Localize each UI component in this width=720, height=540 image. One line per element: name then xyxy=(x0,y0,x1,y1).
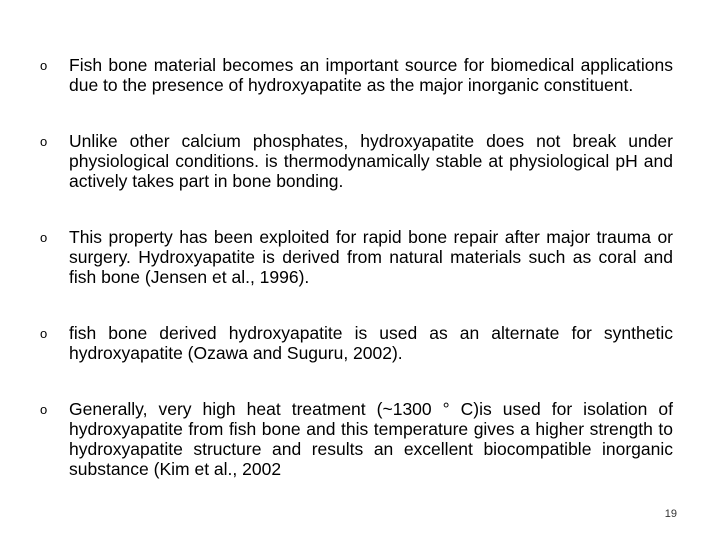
bullet-list xyxy=(40,55,673,479)
bullet-marker-icon: o xyxy=(40,326,48,341)
bullet-text: Unlike other calcium phosphates, hydroxyapatite does not break under physiological conditions. is thermodynamically stable at physiological pH and actively takes part in bone bonding. xyxy=(69,131,673,191)
bullet-marker-icon: o xyxy=(40,58,48,73)
bullet-marker-icon: o xyxy=(40,402,48,417)
bullet-text: Generally, very high heat treatment (~1300 ° C)is used for isolation of hydroxyapatite from fish bone and this temperature gives a higher strength to hydroxyapatite structure and results an excellent biocompatible inorganic substance (Kim et al., 2002 xyxy=(69,399,673,479)
bullet-item xyxy=(40,399,673,479)
bullet-text: Fish bone material becomes an important source for biomedical applications due to the presence of hydroxyapatite as the major inorganic constituent. xyxy=(69,55,673,95)
bullet-item xyxy=(40,323,673,363)
page-number: 19 xyxy=(664,508,677,520)
bullet-item xyxy=(40,131,673,191)
bullet-text: fish bone derived hydroxyapatite is used as an alternate for synthetic hydroxyapatite (Ozawa and Suguru, 2002). xyxy=(69,323,673,363)
bullet-text: This property has been exploited for rapid bone repair after major trauma or surgery. Hydroxyapatite is derived from natural materials such as coral and fish bone (Jensen et al., 1996). xyxy=(69,227,673,287)
bullet-marker-icon: o xyxy=(40,134,48,149)
bullet-item xyxy=(40,227,673,287)
bullet-item xyxy=(40,55,673,95)
bullet-marker-icon: o xyxy=(40,230,48,245)
